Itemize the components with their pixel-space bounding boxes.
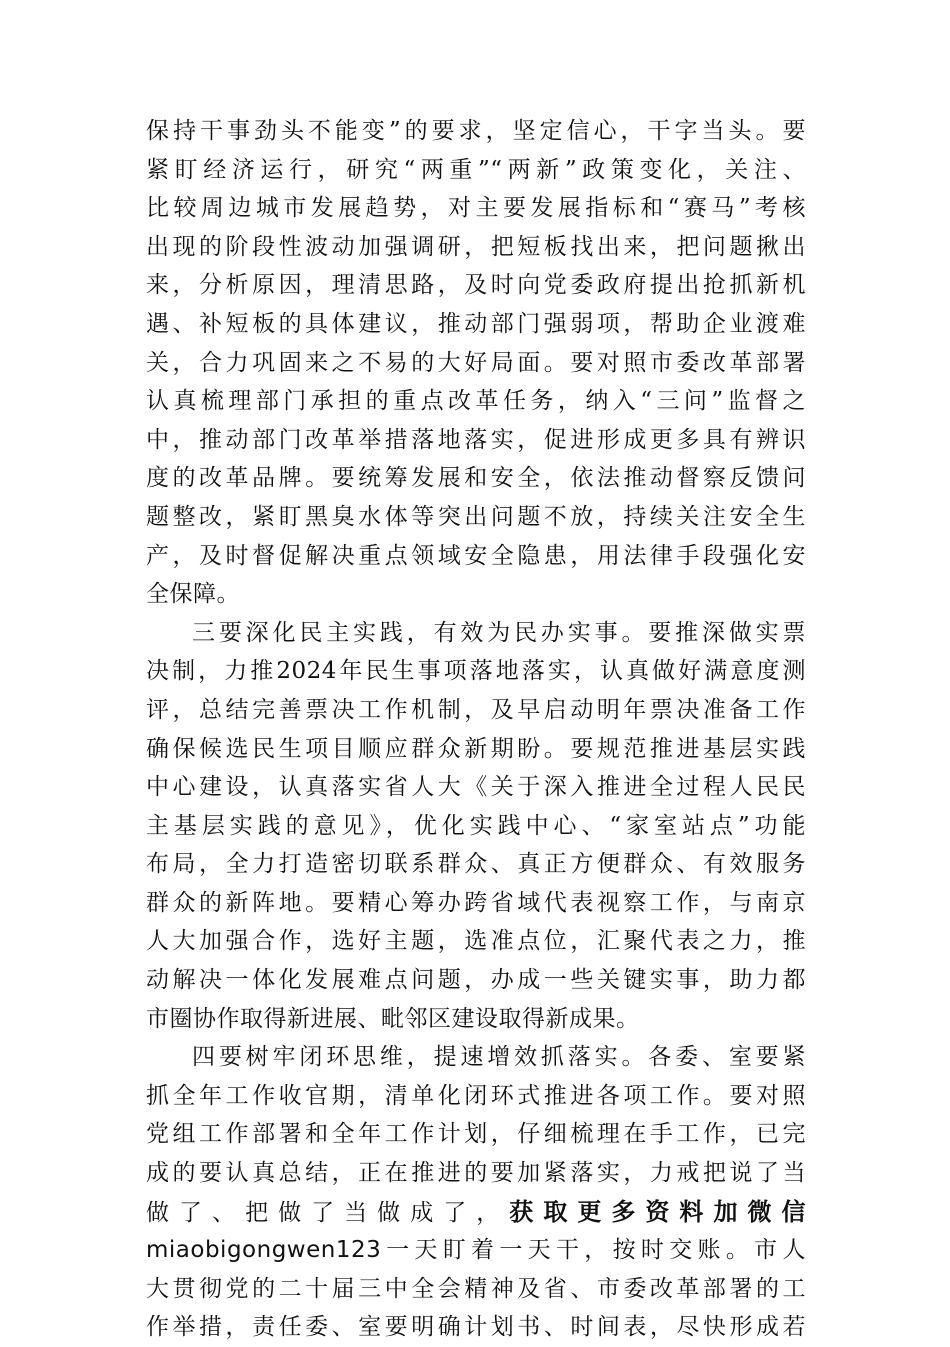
paragraph-2 [146,614,806,1039]
text-line: 三要深化民主实践，有效为民办实事。要推深做实票 [192,619,806,646]
text-line: 主基层实践的意见》，优化实践中心、“家室站点”功能 [146,812,806,839]
ad-line [146,1193,806,1232]
ad-line [146,1231,806,1270]
wechat-id-text: miaobigongwen123 [146,1237,382,1264]
text-line: 比较周边城市发展趋势，对主要发展指标和“赛马”考核 [146,195,806,222]
text-line: 动解决一体化发展难点问题，办成一些关键实事，助力都 [146,967,806,994]
text-line: 紧盯经济运行，研究“两重”“两新”政策变化，关注、 [146,156,806,183]
document-body [146,112,806,1347]
text-line: 关，合力巩固来之不易的大好局面。要对照市委改革部署 [146,349,806,376]
paragraph-1 [146,112,806,614]
text-line: 中心建设，认真落实省人大《关于深入推进全过程人民民 [146,774,806,801]
text-line: 度的改革品牌。要统筹发展和安全，依法推动督察反馈问 [146,465,806,492]
watermark-ad-text: 获取更多资料加微信 [509,1197,806,1226]
text-line: 中，推动部门改革举措落地落实，促进形成更多具有辨识 [146,426,806,453]
text-line: 决制，力推2024年民生事项落地落实，认真做好满意度测 [146,658,806,685]
text-line: 遇、补短板的具体建议，推动部门强弱项，帮助企业渡难 [146,310,806,337]
text-line: 认真梳理部门承担的重点改革任务，纳入“三问”监督之 [146,388,806,415]
paragraph-3 [146,1038,806,1347]
text-line: 评，总结完善票决工作机制，及早启动明年票决准备工作 [146,696,806,723]
text-line: 作举措，责任委、室要明确计划书、时间表，尽快形成若 [146,1314,806,1341]
text-line: 保持干事劲头不能变”的要求，坚定信心，干字当头。要 [146,118,806,144]
text-line: 全保障。 [146,581,240,608]
text-segment: 做了、把做了当做成了， [146,1199,510,1226]
text-line: 四要树牢闭环思维，提速增效抓落实。各委、室要紧 [192,1044,806,1071]
text-line: 产，及时督促解决重点领域安全隐患，用法律手段强化安 [146,542,806,569]
text-line: 人大加强合作，选好主题，选准点位，汇聚代表之力，推 [146,928,806,955]
text-line: 布局，全力打造密切联系群众、真正方便群众、有效服务 [146,851,806,878]
text-line: 成的要认真总结，正在推进的要加紧落实，力戒把说了当 [146,1160,806,1187]
text-segment: 一天盯着一天干，按时交账。市人 [381,1237,806,1264]
text-line: 大贯彻党的二十届三中全会精神及省、市委改革部署的工 [146,1275,806,1302]
text-line: 出现的阶段性波动加强调研，把短板找出来，把问题揪出 [146,233,806,260]
text-line: 题整改，紧盯黑臭水体等突出问题不放，持续关注安全生 [146,503,806,530]
text-line: 确保候选民生项目顺应群众新期盼。要规范推进基层实践 [146,735,806,762]
text-line: 群众的新阵地。要精心筹办跨省域代表视察工作，与南京 [146,889,806,916]
text-line: 党组工作部署和全年工作计划，仔细梳理在手工作，已完 [146,1121,806,1148]
text-line: 来，分析原因，理清思路，及时向党委政府提出抢抓新机 [146,272,806,299]
text-line: 市圈协作取得新进展、毗邻区建设取得新成果。 [146,1005,640,1032]
text-line: 抓全年工作收官期，清单化闭环式推进各项工作。要对照 [146,1082,806,1109]
